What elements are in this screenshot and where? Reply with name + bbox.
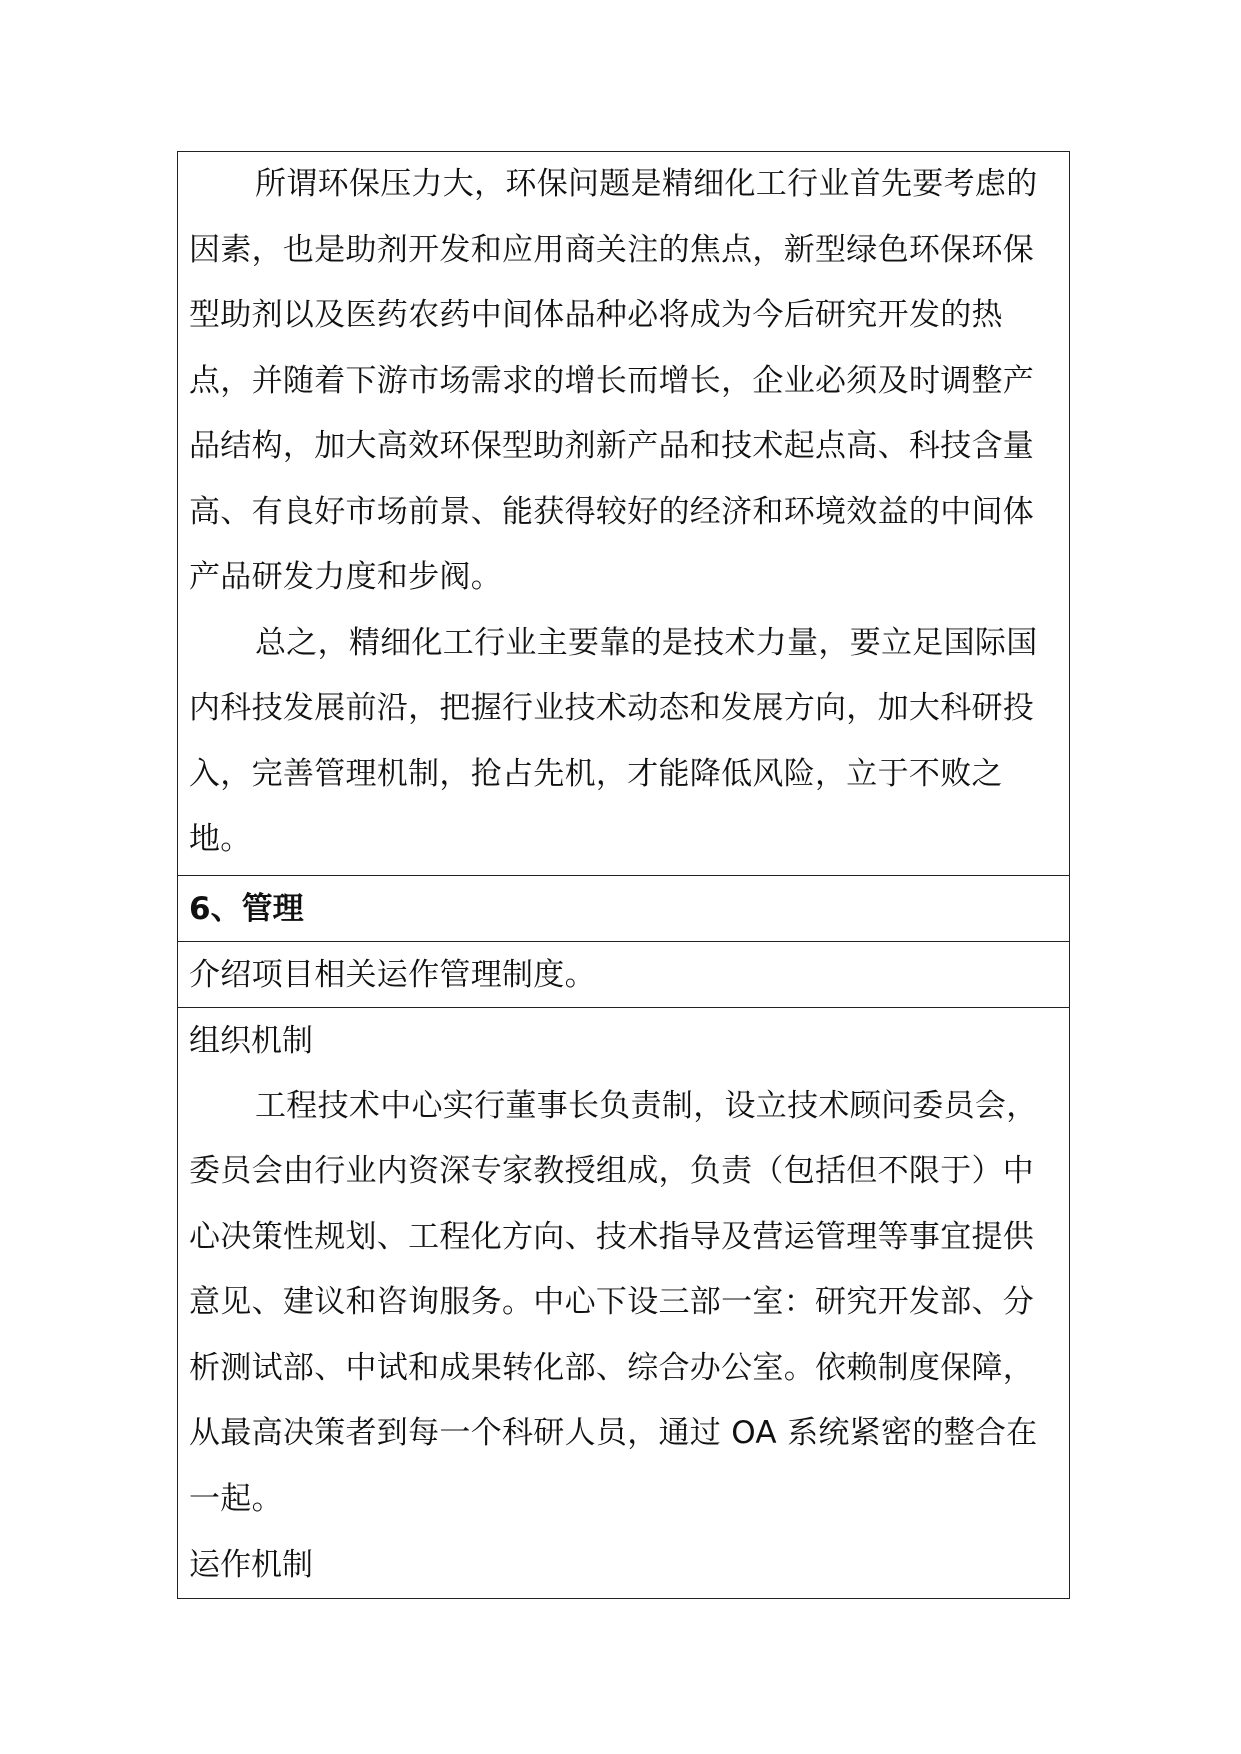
section-intro: 介绍项目相关运作管理制度。 xyxy=(189,956,596,993)
section-heading-cell xyxy=(178,875,1069,941)
conclusion-paragraph: 总之，精细化工行业主要靠的是技术力量，要立足国际国内科技发展前沿，把握行业技术动态和发展方向，加大科研投入，完善管理机制，抢占先机，才能降低风险，立于不败之地。 xyxy=(189,624,1038,857)
analysis-text-cell xyxy=(178,152,1069,875)
operation-label: 运作机制 xyxy=(189,1547,313,1583)
organization-label: 组织机制 xyxy=(189,1022,313,1059)
environment-paragraph: 所谓环保压力大，环保问题是精细化工行业首先要考虑的因素，也是助剂开发和应用商关注的焦点，新型绿色环保环保型助剂以及医药农药中间体品种必将成为今后研究开发的热点，并随着下游市场需求的增长而增长，企业必须及时调整产品结构，加大高效环保型助剂新产品和技术起点高、科技含量高、有良好市场前景、能获得较好的经济和环境效益的中间体产品研发力度和步阀。 xyxy=(189,166,1038,595)
organization-cell xyxy=(178,1007,1069,1599)
section-heading: 6、管理 xyxy=(189,890,304,927)
section-intro-cell xyxy=(178,941,1069,1007)
document-table xyxy=(177,151,1070,1599)
organization-paragraph: 工程技术中心实行董事长负责制，设立技术顾问委员会，委员会由行业内资深专家教授组成，负责（包括但不限于）中心决策性规划、工程化方向、技术指导及营运管理等事宜提供意见、建议和咨询服务。中心下设三部一室：研究开发部、分析测试部、中试和成果转化部、综合办公室。依赖制度保障，从最高决策者到每一个科研人员，通过 OA 系统紧密的整合在一起。 xyxy=(189,1087,1038,1517)
